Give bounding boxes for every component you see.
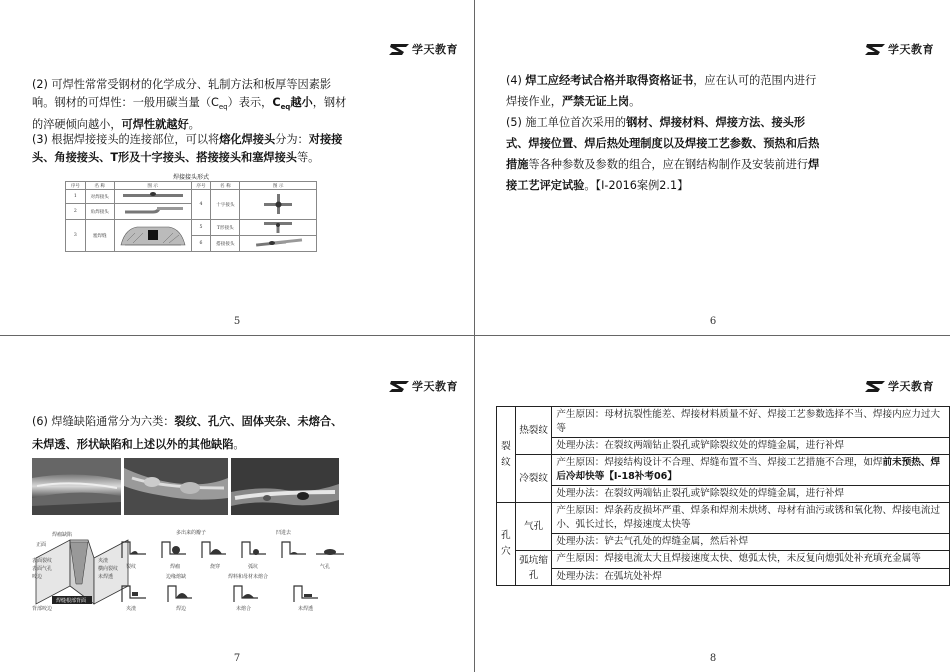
th-seq: 序号 (191, 182, 211, 190)
brand-logo (865, 41, 934, 57)
text: 等。 (296, 151, 320, 164)
paragraph-3 (32, 131, 348, 167)
fix-cell (552, 438, 950, 455)
paragraph-4 (506, 70, 824, 112)
label-surface-pore: 表面气孔 (32, 566, 53, 572)
label-slag: 夹渣 (98, 558, 109, 564)
cause-cell (552, 407, 950, 438)
text: ，钢材的淬硬倾向越小， (32, 96, 347, 132)
cause-cell (552, 551, 950, 569)
label-surface-crack: 表面裂纹 (32, 558, 53, 564)
cause-label: 产生原因： (556, 457, 605, 468)
cause-cell (552, 503, 950, 534)
cause-label: 产生原因： (556, 505, 605, 516)
fix-text: 在裂纹两端钻止裂孔或铲除裂纹处的焊缝金属，进行补焊 (604, 488, 845, 499)
text-bold: 钢材、焊接材料、焊接方法、接头形式、焊接位置、焊后热处理制度以及焊接工艺参数、预热和后热措施 (506, 116, 820, 171)
table-row (497, 486, 950, 503)
brand-mark-icon (389, 381, 409, 392)
paragraph-5 (506, 112, 824, 196)
label-lack-of-fusion: 未熔合 (236, 606, 252, 612)
table-row (497, 438, 950, 455)
label-undercut: 咬边 (32, 574, 43, 580)
table-row (497, 551, 950, 569)
cause-text-bold: 前未预热、焊后冷却快等 (556, 457, 941, 482)
label-crack: 裂纹 (126, 564, 137, 570)
brand-name: 学天教育 (412, 380, 458, 393)
label-weld-bead: 焊瘤缺陷 (52, 532, 73, 538)
divider-horizontal (0, 335, 950, 336)
brand-mark-icon (389, 44, 409, 55)
text: 。 (629, 95, 641, 108)
table-row (66, 190, 317, 204)
weld-defect-photo-1 (32, 458, 121, 515)
label-lack-fusion-base: 焊料和母材未熔合 (228, 574, 269, 580)
cross-joint-figure (240, 190, 317, 220)
text: 。【Ⅰ-2016案例2.1】 (584, 179, 689, 192)
text: ）表示， (227, 96, 273, 109)
cell: T形接头 (211, 220, 240, 236)
page-number: 8 (709, 653, 717, 664)
fix-label: 处理办法： (556, 488, 605, 499)
corner-joint-figure (114, 204, 191, 220)
slide-page-6 (476, 0, 950, 335)
fix-cell (552, 486, 950, 503)
weld-defect-photo-3 (231, 458, 339, 515)
label-crater: 弧坑 (248, 564, 259, 570)
label-lack-of-penetration: 未焊透 (298, 606, 314, 612)
label-transverse-crack: 横向裂纹 (98, 566, 119, 572)
cell: 对焊接头 (85, 190, 114, 204)
weld-defect-table (496, 406, 950, 586)
brand-mark-icon (865, 381, 885, 392)
cell: 3 (66, 220, 86, 252)
cell: 4 (191, 190, 211, 220)
label-incomplete-penetration: 未焊透 (98, 574, 114, 580)
text-bold: 焊接工艺评定试验 (506, 158, 820, 192)
table-row (497, 455, 950, 486)
weld-defect-types-diagram (118, 528, 348, 612)
text: 。 (188, 118, 200, 132)
label-slag-inclusion: 夹渣 (126, 606, 137, 612)
label-overlap: 焊瘤 (170, 564, 181, 570)
cell: 塞焊缝 (85, 220, 114, 252)
brand-mark-icon (865, 44, 885, 55)
fix-label: 处理办法： (556, 440, 605, 451)
table-row (66, 220, 317, 236)
cell: 十字接头 (211, 190, 240, 220)
cell: 角焊接头 (85, 204, 114, 220)
text-bold: 熔化焊接头 (219, 133, 276, 146)
plug-weld-figure (114, 220, 191, 252)
page-number: 7 (233, 653, 241, 664)
subtype-cell: 热裂纹 (515, 407, 551, 455)
fix-text: 在裂纹两端钻止裂孔或铲除裂纹处的焊缝金属，进行补焊 (604, 440, 845, 451)
brand-name: 学天教育 (888, 43, 934, 56)
divider-vertical (474, 0, 475, 672)
label-root-back: 焊缝根部背面 (56, 598, 87, 604)
fix-label: 处理办法： (556, 570, 605, 582)
table-row (497, 407, 950, 438)
text: 等各种参数及参数的组合，应在钢结构制作及安装前进行 (528, 158, 809, 171)
joint-types-table (65, 172, 317, 267)
lap-joint-figure (240, 236, 317, 252)
brand-logo (389, 378, 458, 394)
label-edge-fusion: 边缘熔缺 (166, 574, 187, 580)
cell: 5 (191, 220, 211, 236)
category-cell: 孔穴 (497, 503, 516, 586)
fix-text: 在弧坑处补焊 (604, 570, 662, 582)
paragraph-6 (32, 410, 348, 456)
table-title: 焊接接头形式 (172, 174, 209, 181)
text-bold: 焊工应经考试合格并取得资格证书 (525, 74, 694, 87)
label-front: 正面 (36, 542, 47, 548)
fix-cell (552, 534, 950, 551)
th-name: 名 称 (85, 182, 114, 190)
th-seq: 序号 (66, 182, 86, 190)
text-bold: 裂纹、孔穴、固体夹杂、未熔合、未焊透、形状缺陷和上述以外的其他缺陷 (32, 415, 343, 451)
text-bold: 严禁无证上岗 (561, 95, 630, 108)
paragraph-2 (32, 76, 348, 134)
t-joint-figure (240, 220, 317, 236)
text: 分为： (275, 133, 309, 146)
text-bold: 对接接头、角接接头、T形及十字接头、搭接接头和塞焊接头 (32, 133, 343, 164)
fix-cell (552, 568, 950, 586)
exam-ref: 【Ⅰ-18补考06】 (604, 471, 677, 482)
text: (2) 可焊性常常受钢材的化学成分、轧制方法和板厚等因素影响。钢材的可焊性：一般用碳当量（C (32, 78, 332, 109)
cause-text: 焊接结构设计不合理、焊缝布置不当、焊接工艺措施不合理，如焊 (604, 457, 883, 468)
label-excess: 多出来的瓣子 (176, 530, 207, 536)
th-figure: 图 示 (240, 182, 317, 190)
page-number: 5 (233, 316, 241, 327)
cause-text: 焊接电流太大且焊接速度太快、熄弧太快，未反复向熄弧处补充填充金属等 (604, 553, 921, 565)
brand-name: 学天教育 (412, 43, 458, 56)
text: (6) 焊缝缺陷通常分为六类： (32, 415, 175, 428)
brand-logo (865, 378, 934, 394)
label-concave: 凹进去 (276, 530, 292, 536)
page-number: 6 (709, 316, 717, 327)
subtype-cell: 冷裂纹 (515, 455, 551, 503)
category-cell: 裂纹 (497, 407, 516, 503)
cell: 搭接接头 (211, 236, 240, 252)
th-figure: 图 示 (114, 182, 191, 190)
cell: 2 (66, 204, 86, 220)
label-burn-through: 烧穿 (210, 564, 221, 570)
cause-cell (552, 455, 950, 486)
text-bold: 越小 (290, 96, 313, 109)
cause-text: 母材抗裂性能差、焊接材料质量不好、焊接工艺参数选择不当、焊接内应力过大等 (556, 409, 941, 434)
brand-name: 学天教育 (888, 380, 934, 393)
text-sub: eq (280, 103, 291, 112)
text: 。 (233, 438, 245, 451)
table-row (497, 568, 950, 586)
text-bold: C (272, 96, 281, 109)
slide-page-5 (0, 0, 474, 335)
table-row (497, 534, 950, 551)
label-porosity: 气孔 (320, 564, 331, 570)
text: ，应在认可的范围内进行焊接作业， (506, 74, 817, 108)
label-weld-edge: 焊边 (176, 606, 187, 612)
text-bold: 可焊性就越好 (121, 118, 189, 132)
weld-defect-photo-2 (124, 458, 228, 515)
cause-label: 产生原因： (556, 409, 605, 420)
text: (3) 根据焊接接头的连接部位，可以将 (32, 133, 220, 146)
cause-text: 焊条药皮损坏严重、焊条和焊剂未烘烤、母材有油污或锈和氧化物、焊接电流过小、弧长过长，焊接速度太快等 (556, 505, 941, 530)
fix-text: 铲去气孔处的焊缝金属，然后补焊 (604, 536, 749, 547)
subtype-cell: 气孔 (515, 503, 551, 551)
text: (4) (506, 74, 526, 87)
butt-joint-figure (114, 190, 191, 204)
label-back-undercut: 背部咬边 (32, 606, 53, 612)
cell: 6 (191, 236, 211, 252)
cause-label: 产生原因： (556, 553, 605, 565)
text-sub: eq (218, 103, 228, 112)
subtype-cell: 弧坑缩孔 (515, 551, 551, 586)
brand-logo (389, 41, 458, 57)
text: (5) 施工单位首次采用的 (506, 116, 627, 129)
fix-label: 处理办法： (556, 536, 605, 547)
table-row (497, 503, 950, 534)
th-name: 名 称 (211, 182, 240, 190)
cell: 1 (66, 190, 86, 204)
